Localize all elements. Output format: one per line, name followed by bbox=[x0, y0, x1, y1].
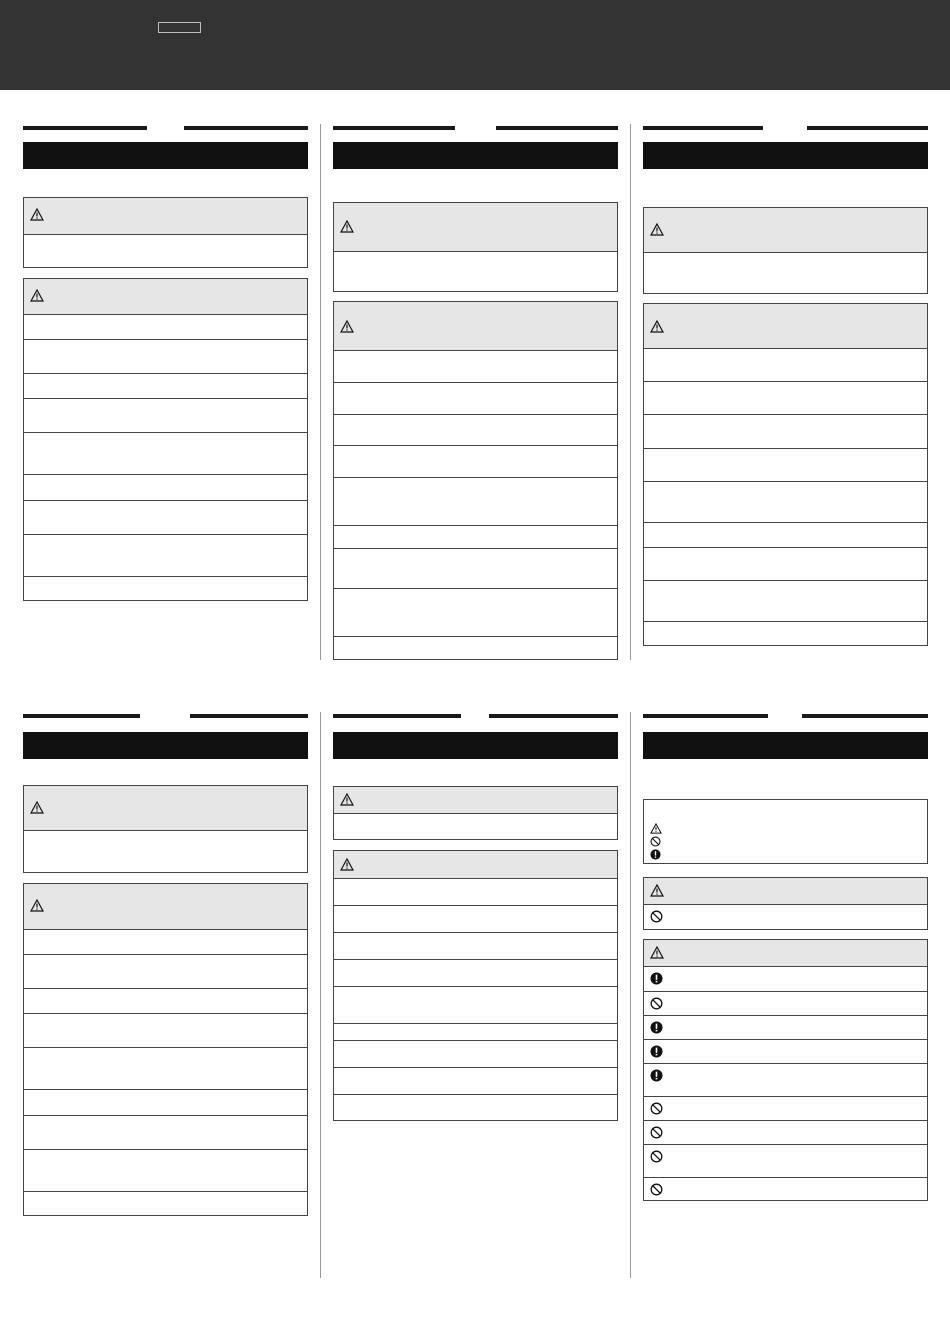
table-row bbox=[24, 1047, 307, 1089]
table-row bbox=[24, 500, 307, 534]
warning-table bbox=[23, 785, 308, 873]
caution-table bbox=[333, 850, 618, 1121]
warning-table bbox=[23, 197, 308, 268]
warning-triangle-icon bbox=[650, 884, 664, 897]
table-row bbox=[334, 1023, 617, 1040]
caution-header bbox=[24, 279, 307, 314]
table-row bbox=[644, 481, 927, 522]
prohibited-circle-icon bbox=[650, 997, 663, 1010]
warning-triangle-icon bbox=[650, 821, 662, 834]
table-row bbox=[644, 414, 927, 448]
warning-triangle-icon bbox=[650, 946, 664, 959]
column-divider bbox=[630, 712, 631, 1278]
table-row bbox=[334, 932, 617, 959]
warning-triangle-icon bbox=[650, 320, 664, 333]
table-row bbox=[24, 314, 307, 339]
table-row bbox=[644, 904, 927, 929]
title-rule-right bbox=[802, 714, 928, 718]
table-row bbox=[334, 813, 617, 839]
table-row bbox=[334, 905, 617, 932]
table-row bbox=[334, 382, 617, 414]
section-bottom-right bbox=[643, 714, 928, 1214]
caution-table bbox=[23, 278, 308, 601]
table-row bbox=[334, 588, 617, 636]
caution-table bbox=[643, 303, 928, 646]
warning-table bbox=[643, 207, 928, 294]
table-row bbox=[24, 954, 307, 988]
warning-table bbox=[333, 786, 618, 840]
table-row bbox=[24, 398, 307, 432]
table-row bbox=[24, 234, 307, 267]
caution-table bbox=[333, 301, 618, 660]
table-row bbox=[334, 1067, 617, 1094]
table-row bbox=[24, 1089, 307, 1115]
table-row bbox=[334, 959, 617, 986]
warning-header bbox=[334, 787, 617, 813]
warning-header bbox=[334, 203, 617, 251]
table-row bbox=[24, 474, 307, 500]
table-row bbox=[334, 414, 617, 445]
table-row bbox=[24, 339, 307, 373]
table-row bbox=[644, 1096, 927, 1120]
table-row bbox=[334, 251, 617, 291]
warning-triangle-icon bbox=[30, 899, 44, 912]
table-row bbox=[644, 348, 927, 381]
table-row bbox=[644, 1120, 927, 1144]
mandatory-exclamation-icon bbox=[650, 1045, 663, 1058]
prohibited-circle-icon bbox=[650, 1126, 663, 1139]
warning-triangle-icon bbox=[340, 793, 354, 806]
table-row bbox=[334, 1094, 617, 1120]
title-rule-left bbox=[333, 714, 461, 718]
column-divider bbox=[630, 124, 631, 660]
caution-header bbox=[644, 304, 927, 348]
table-row bbox=[644, 580, 927, 621]
title-rule-right bbox=[496, 126, 618, 130]
warning-header bbox=[24, 786, 307, 830]
table-row bbox=[334, 986, 617, 1023]
table-row bbox=[644, 1063, 927, 1096]
column-divider bbox=[320, 712, 321, 1278]
table-row bbox=[24, 576, 307, 600]
prohibited-circle-icon bbox=[650, 1183, 663, 1196]
title-rule-right bbox=[807, 126, 928, 130]
prohibited-circle-icon bbox=[650, 1150, 663, 1163]
caution-header bbox=[24, 884, 307, 929]
title-rule-right bbox=[184, 126, 308, 130]
table-row bbox=[644, 547, 927, 580]
section-top-middle bbox=[333, 126, 618, 666]
section-bottom-left bbox=[23, 714, 308, 1224]
warning-triangle-icon bbox=[340, 220, 354, 233]
table-row bbox=[334, 878, 617, 905]
table-row bbox=[24, 929, 307, 954]
table-row bbox=[24, 830, 307, 872]
table-row bbox=[24, 373, 307, 398]
title-rule-left bbox=[643, 714, 768, 718]
prohibited-circle-icon bbox=[650, 910, 663, 923]
title-rule-left bbox=[333, 126, 455, 130]
table-row bbox=[644, 1015, 927, 1039]
mandatory-exclamation-icon bbox=[650, 847, 662, 860]
table-row bbox=[24, 1149, 307, 1191]
table-row bbox=[644, 621, 927, 645]
title-rule-left bbox=[643, 126, 763, 130]
section-header-bar bbox=[23, 142, 308, 169]
table-row bbox=[644, 991, 927, 1015]
table-row bbox=[24, 988, 307, 1013]
section-bottom-middle bbox=[333, 714, 618, 1134]
table-row bbox=[24, 1115, 307, 1149]
caution-table bbox=[643, 939, 928, 1201]
table-row bbox=[644, 448, 927, 481]
table-row bbox=[24, 432, 307, 474]
table-row bbox=[644, 1144, 927, 1177]
table-row bbox=[24, 1013, 307, 1047]
section-header-bar bbox=[643, 732, 928, 759]
caution-header bbox=[334, 302, 617, 350]
table-row bbox=[644, 1039, 927, 1063]
warning-triangle-icon bbox=[30, 208, 44, 221]
table-row bbox=[24, 534, 307, 576]
table-row bbox=[334, 1040, 617, 1067]
banner-outline-box bbox=[158, 22, 201, 33]
section-header-bar bbox=[643, 142, 928, 169]
table-row bbox=[644, 381, 927, 414]
table-row bbox=[334, 525, 617, 548]
prohibited-circle-icon bbox=[650, 1102, 663, 1115]
section-header-bar bbox=[23, 732, 308, 759]
title-rule-left bbox=[23, 714, 140, 718]
title-rule-right bbox=[489, 714, 618, 718]
warning-header bbox=[644, 208, 927, 252]
top-banner bbox=[0, 0, 950, 90]
warning-header bbox=[644, 878, 927, 904]
mandatory-exclamation-icon bbox=[650, 1021, 663, 1034]
section-top-left bbox=[23, 126, 308, 606]
column-divider bbox=[320, 124, 321, 660]
table-row bbox=[334, 445, 617, 477]
warning-table bbox=[643, 877, 928, 930]
mandatory-exclamation-icon bbox=[650, 972, 663, 985]
section-top-right bbox=[643, 126, 928, 656]
caution-table bbox=[23, 883, 308, 1216]
table-row bbox=[644, 522, 927, 547]
warning-header bbox=[24, 198, 307, 234]
title-rule-left bbox=[23, 126, 147, 130]
table-row bbox=[24, 1191, 307, 1215]
table-row bbox=[334, 350, 617, 382]
warning-triangle-icon bbox=[30, 289, 44, 302]
warning-triangle-icon bbox=[340, 858, 354, 871]
warning-triangle-icon bbox=[340, 320, 354, 333]
warning-table bbox=[333, 202, 618, 292]
table-row bbox=[644, 1177, 927, 1200]
table-row bbox=[334, 477, 617, 525]
table-row bbox=[334, 636, 617, 659]
section-header-bar bbox=[333, 142, 618, 169]
legend-icons bbox=[650, 821, 662, 860]
title-rule-right bbox=[190, 714, 308, 718]
mandatory-exclamation-icon bbox=[650, 1069, 663, 1082]
table-row bbox=[644, 252, 927, 293]
warning-triangle-icon bbox=[30, 801, 44, 814]
section-header-bar bbox=[333, 732, 618, 759]
table-row bbox=[644, 966, 927, 991]
caution-header bbox=[644, 940, 927, 966]
prohibited-circle-icon bbox=[650, 834, 662, 847]
warning-triangle-icon bbox=[650, 223, 664, 236]
caution-header bbox=[334, 851, 617, 878]
table-row bbox=[334, 548, 617, 588]
symbol-legend-box bbox=[643, 799, 928, 864]
